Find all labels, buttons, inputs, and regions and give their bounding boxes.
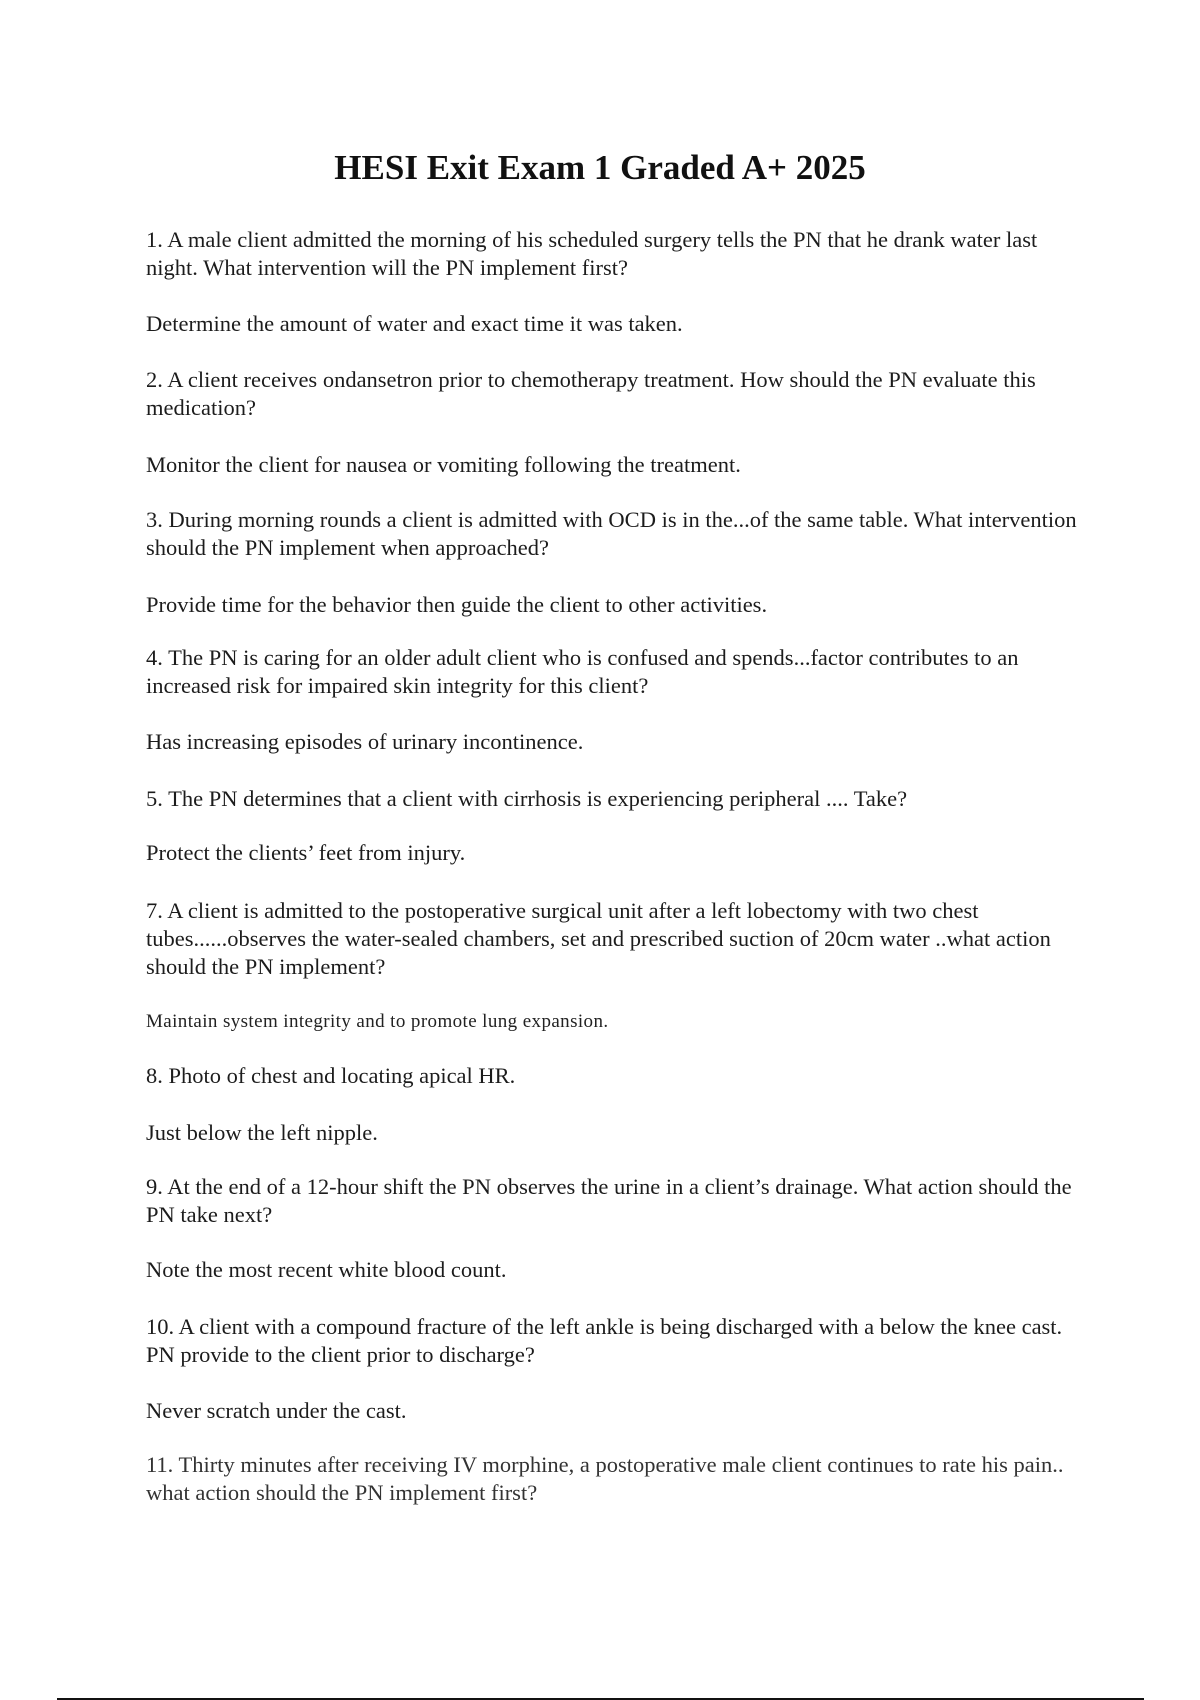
answer-10: Never scratch under the cast. — [146, 1398, 407, 1423]
answer-7: Maintain system integrity and to promote lung expansion. — [146, 1011, 609, 1032]
question-7: 7. A client is admitted to the postoperative surgical unit after a left lobectomy with two chest tubes......observes the water-sealed chambers, set and prescribed suction of 20cm water ..what action should the PN implement? — [146, 898, 1051, 979]
answer-9: Note the most recent white blood count. — [146, 1257, 507, 1282]
question-10: 10. A client with a compound fracture of the left ankle is being discharged with a below the knee cast. PN provide to the client prior to discharge? — [146, 1314, 1063, 1367]
question-9: 9. At the end of a 12-hour shift the PN observes the urine in a client’s drainage. What action should the PN take next? — [146, 1174, 1072, 1227]
answer-5: Protect the clients’ feet from injury. — [146, 840, 466, 865]
question-4: 4. The PN is caring for an older adult client who is confused and spends...factor contributes to an increased risk for impaired skin integrity for this client? — [146, 645, 1019, 698]
question-11: 11. Thirty minutes after receiving IV morphine, a postoperative male client continues to rate his pain.. what action should the PN implement first? — [146, 1452, 1064, 1505]
answer-8: Just below the left nipple. — [146, 1120, 378, 1145]
question-5: 5. The PN determines that a client with cirrhosis is experiencing peripheral .... Take? — [146, 786, 908, 811]
question-2: 2. A client receives ondansetron prior to chemotherapy treatment. How should the PN evaluate this medication? — [146, 367, 1036, 420]
question-1: 1. A male client admitted the morning of his scheduled surgery tells the PN that he drank water last night. What intervention will the PN implement first? — [146, 227, 1038, 280]
answer-3: Provide time for the behavior then guide the client to other activities. — [146, 592, 768, 617]
answer-4: Has increasing episodes of urinary incontinence. — [146, 729, 584, 754]
question-8: 8. Photo of chest and locating apical HR. — [146, 1063, 516, 1088]
question-3: 3. During morning rounds a client is admitted with OCD is in the...of the same table. What intervention should the PN implement when approached? — [146, 507, 1077, 560]
answer-1: Determine the amount of water and exact time it was taken. — [146, 311, 683, 336]
answer-2: Monitor the client for nausea or vomiting following the treatment. — [146, 452, 741, 477]
document-title: HESI Exit Exam 1 Graded A+ 2025 — [334, 148, 866, 187]
